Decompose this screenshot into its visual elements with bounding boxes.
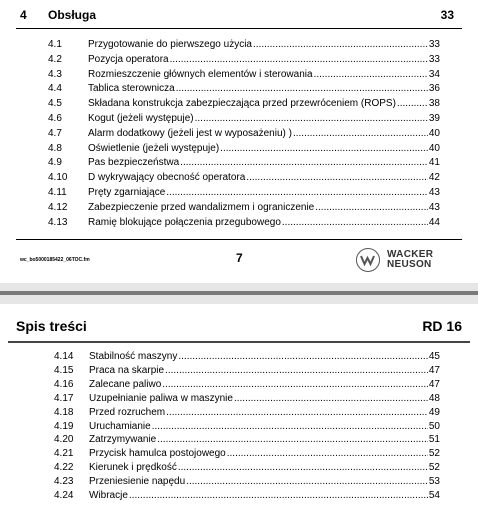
toc-entry-page: 45	[428, 351, 440, 362]
toc-entry-page: 47	[428, 364, 440, 376]
toc-entry-number: 4.21	[54, 448, 74, 460]
toc-entry[interactable]	[0, 350, 478, 364]
toc-entry[interactable]	[0, 216, 478, 230]
toc-entry-page: 53	[428, 476, 440, 488]
toc-entry[interactable]	[0, 201, 478, 215]
toc-entry-text	[88, 38, 440, 52]
page-header	[0, 318, 478, 340]
toc-entry-number: 4.11	[48, 187, 67, 198]
dot-leader	[293, 127, 428, 141]
toc-entry[interactable]	[0, 112, 478, 126]
dot-leader	[176, 82, 428, 96]
toc-entry-title: D wykrywający obecność operatora	[88, 172, 246, 184]
toc-entry-text	[88, 97, 440, 111]
toc-entry-title: Przed rozruchem	[89, 406, 166, 418]
toc-entry-number: 4.20	[54, 434, 74, 446]
dot-leader	[165, 364, 428, 378]
toc-entry-text	[88, 156, 440, 170]
toc-entry-page: 48	[428, 392, 440, 404]
toc-entry-text	[89, 364, 440, 378]
dot-leader	[220, 142, 428, 156]
footer-rule	[16, 239, 462, 240]
toc-entry-text	[89, 475, 440, 489]
toc-entry-title: Tablica sterownicza	[88, 83, 175, 95]
toc-entry-number: 4.8	[48, 142, 62, 154]
dot-leader	[282, 216, 428, 230]
toc-entry-text	[88, 127, 440, 141]
toc-entry[interactable]	[0, 447, 478, 461]
dot-leader	[253, 38, 428, 52]
toc-entry-title: Rozmieszczenie głównych elementów i sterowania	[88, 68, 313, 80]
toc-entry-title: Pas bezpieczeństwa	[88, 157, 180, 169]
toc-entry-title: Przeniesienie napędu	[89, 476, 186, 488]
toc-entry[interactable]	[0, 420, 478, 434]
dot-leader	[315, 201, 428, 215]
toc-entry-text	[88, 68, 440, 82]
chapter-heading	[16, 8, 462, 24]
toc-entry-number: 4.2	[48, 53, 62, 65]
toc-entry[interactable]	[0, 156, 478, 170]
toc-entry-number: 4.16	[54, 378, 74, 390]
toc-entry-text	[88, 186, 440, 200]
footer-filename: wc_bo5000185422_06TOC.fm	[20, 257, 90, 263]
toc-entry-page: 40	[428, 127, 440, 139]
toc-entry-title: Stabilność maszyny	[89, 351, 178, 362]
toc-entry-page: 52	[428, 462, 440, 474]
toc-page-2	[0, 304, 478, 512]
toc-entry-title: Praca na skarpie	[89, 364, 165, 376]
dot-leader	[178, 461, 428, 475]
toc-entry-number: 4.18	[54, 406, 74, 418]
toc-entry[interactable]	[0, 68, 478, 82]
toc-entry-page: 33	[428, 53, 440, 65]
toc-entry-title: Pręty zgarniające	[88, 187, 166, 198]
toc-entry[interactable]	[0, 142, 478, 156]
toc-entry-page: 33	[428, 39, 440, 50]
page-title: Spis treści	[16, 318, 87, 334]
toc-entry[interactable]	[0, 97, 478, 111]
toc-entry-number: 4.6	[48, 113, 62, 124]
toc-entry-text	[88, 142, 440, 156]
logo-text	[387, 250, 433, 270]
toc-entry-page: 47	[428, 378, 440, 390]
toc-entry-title: Pozycja operatora	[88, 53, 169, 65]
toc-entry-text	[89, 420, 440, 434]
dot-leader	[397, 97, 428, 111]
toc-entry-title: Składana konstrukcja zabezpieczająca przed przewróceniem (ROPS)	[88, 98, 396, 110]
toc-entry-page: 40	[428, 142, 440, 154]
dot-leader	[246, 171, 428, 185]
toc-entry[interactable]	[0, 475, 478, 489]
toc-entry[interactable]	[0, 489, 478, 503]
toc-entry-number: 4.17	[54, 392, 74, 404]
chapter-title: Obsługa	[48, 8, 97, 22]
logo-line-2: NEUSON	[387, 259, 432, 270]
toc-entry-page: 50	[428, 420, 440, 432]
toc-entry-page: 43	[428, 187, 440, 198]
toc-entry-text	[88, 82, 440, 96]
toc-entry-number: 4.9	[48, 157, 62, 169]
toc-entry-title: Ramię blokujące połączenia przegubowego	[88, 216, 281, 228]
toc-entry-text	[89, 392, 440, 406]
toc-entry-number: 4.3	[48, 68, 62, 80]
toc-entry-text	[89, 489, 440, 503]
toc-entry-number: 4.5	[48, 98, 62, 110]
toc-entry-title: Uruchamianie	[89, 420, 151, 432]
toc-entry-text	[89, 433, 440, 447]
toc-entry-page: 39	[428, 113, 440, 124]
toc-entry[interactable]	[0, 364, 478, 378]
dot-leader	[178, 350, 428, 364]
toc-entry-page: 52	[428, 448, 440, 460]
toc-entry[interactable]	[0, 53, 478, 67]
dot-leader	[314, 68, 428, 82]
toc-entry-title: Zalecane paliwo	[89, 378, 162, 390]
chapter-page: 33	[440, 8, 454, 22]
dot-leader	[166, 186, 428, 200]
toc-entry-number: 4.22	[54, 462, 74, 474]
toc-entry-title: Zabezpieczenie przed wandalizmem i ograniczenie	[88, 201, 315, 213]
dot-leader	[180, 156, 428, 170]
dot-leader	[195, 112, 428, 126]
header-rule	[8, 341, 470, 343]
toc-entry-page: 36	[428, 83, 440, 95]
toc-entry-number: 4.4	[48, 83, 62, 95]
chapter-number: 4	[20, 8, 27, 22]
toc-entry-text	[89, 406, 440, 420]
toc-entry[interactable]	[0, 127, 478, 141]
toc-entry-text	[89, 461, 440, 475]
toc-entry-page: 43	[428, 201, 440, 213]
toc-entry-number: 4.15	[54, 364, 74, 376]
toc-entry-text	[88, 216, 440, 230]
toc-entry-page: 42	[428, 172, 440, 184]
dot-leader	[162, 378, 428, 392]
toc-entry-title: Przygotowanie do pierwszego użycia	[88, 39, 252, 50]
dot-leader	[152, 420, 428, 434]
page-separator-bar	[0, 291, 478, 295]
toc-entry-text	[88, 112, 440, 126]
toc-entry-text	[89, 350, 440, 364]
toc-entry[interactable]	[0, 38, 478, 52]
toc-entry-title: Uzupełnianie paliwa w maszynie	[89, 392, 233, 404]
dot-leader	[157, 433, 428, 447]
toc-entry-number: 4.23	[54, 476, 74, 488]
toc-entry-text	[88, 53, 440, 67]
toc-entry-text	[88, 171, 440, 185]
toc-entry[interactable]	[0, 406, 478, 420]
dot-leader	[186, 475, 428, 489]
toc-entry-number: 4.7	[48, 127, 62, 139]
dot-leader	[227, 447, 428, 461]
toc-entry-page: 54	[428, 490, 440, 501]
toc-entry-page: 44	[428, 216, 440, 228]
toc-entry-title: Kierunek i prędkość	[89, 462, 177, 474]
toc-entry[interactable]	[0, 433, 478, 447]
toc-entry-page: 41	[428, 157, 440, 169]
model-code: RD 16	[422, 318, 462, 334]
toc-entry-page: 38	[428, 98, 440, 110]
toc-entry[interactable]	[0, 171, 478, 185]
toc-entry-page: 49	[428, 406, 440, 418]
toc-entry-number: 4.14	[54, 351, 74, 362]
toc-entry-title: Oświetlenie (jeżeli występuje)	[88, 142, 220, 154]
toc-entry-title: Kogut (jeżeli występuje)	[88, 113, 194, 124]
toc-entry-title: Przycisk hamulca postojowego	[89, 448, 226, 460]
toc-entry-number: 4.19	[54, 420, 74, 432]
wacker-neuson-logo	[356, 245, 472, 275]
toc-entry[interactable]	[0, 392, 478, 406]
toc-entry-title: Wibracje	[89, 490, 128, 501]
toc-entry[interactable]	[0, 378, 478, 392]
toc-entry-page: 51	[428, 434, 440, 446]
toc-entry-page: 34	[428, 68, 440, 80]
toc-entry-text	[89, 447, 440, 461]
heading-rule	[16, 28, 462, 29]
wacker-neuson-logo-icon	[356, 248, 380, 272]
logo-line-1: WACKER	[387, 249, 434, 260]
toc-entry-title: Alarm dodatkowy (jeżeli jest w wyposażeniu) )	[88, 127, 292, 139]
toc-entry-number: 4.1	[48, 39, 62, 50]
toc-entry[interactable]	[0, 186, 478, 200]
footer-page-number: 7	[236, 251, 243, 265]
toc-entry-text	[88, 201, 440, 215]
toc-entry-number: 4.24	[54, 490, 74, 501]
toc-entry-number: 4.12	[48, 201, 68, 213]
toc-entry[interactable]	[0, 461, 478, 475]
dot-leader	[234, 392, 428, 406]
toc-entry-number: 4.10	[48, 172, 68, 184]
dot-leader	[166, 406, 428, 420]
toc-entry-text	[89, 378, 440, 392]
dot-leader	[170, 53, 428, 67]
toc-entry-title: Zatrzymywanie	[89, 434, 157, 446]
toc-entry[interactable]	[0, 82, 478, 96]
dot-leader	[129, 489, 428, 503]
toc-entry-number: 4.13	[48, 216, 68, 228]
